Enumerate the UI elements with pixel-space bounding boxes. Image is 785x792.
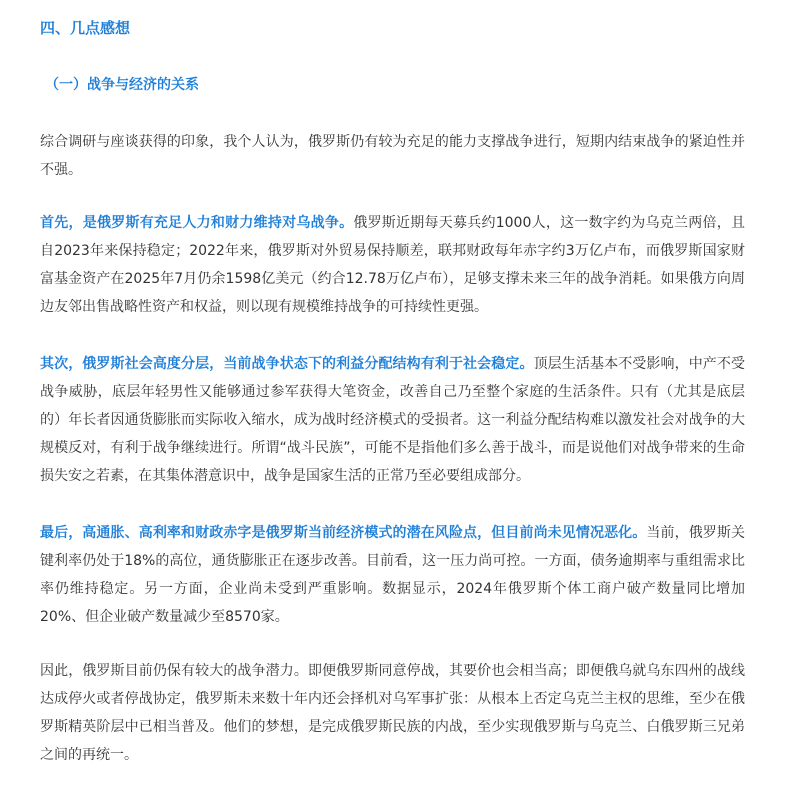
paragraph-lead: 首先，是俄罗斯有充足人力和财力维持对乌战争。	[40, 215, 354, 231]
paragraph-lead: 最后，高通胀、高利率和财政赤字是俄罗斯当前经济模式的潜在风险点，但目前尚未见情况恶化。	[40, 525, 647, 541]
paragraph-text: 当前，俄罗斯关键利率仍处于18%的高位，通货膨胀正在逐步改善。目前看，这一压力尚可控。一方面，债务逾期率与重组需求比率仍维持稳定。另一方面，企业尚未受到严重影响。数据显示，2024年俄罗斯个体工商户破产数量同比增加20%、但企业破产数量减少至8570家。	[40, 525, 746, 625]
paragraph-summary	[40, 128, 745, 184]
paragraph-third-point	[40, 519, 745, 631]
paragraph-text: 俄罗斯近期每天募兵约1000人，这一数字约为乌克兰两倍，且自2023年来保持稳定；2022年来，俄罗斯对外贸易保持顺差，联邦财政每年赤字约3万亿卢布，而俄罗斯国家财富基金资产在2025年7月仍余1598亿美元（约合12.78万亿卢布），足够支撑未来三年的战争消耗。如果俄方向周边友邻出售战略性资产和权益，则以现有规模维持战争的可持续性更强。	[40, 215, 745, 315]
paragraph-text: 顶层生活基本不受影响，中产不受战争威胁，底层年轻男性又能够通过参军获得大笔资金，改善自己乃至整个家庭的生活条件。只有（尤其是底层的）年长者因通货膨胀而实际收入缩水，成为战时经济模式的受损者。这一利益分配结构难以激发社会对战争的大规模反对，有利于战争继续进行。所谓“战斗民族”，可能不是指他们多么善于战斗，而是说他们对战争带来的生命损失安之若素，在其集体潜意识中，战争是国家生活的正常乃至必要组成部分。	[40, 356, 746, 484]
subsection-title: （一）战争与经济的关系	[45, 77, 199, 93]
paragraph-text: 综合调研与座谈获得的印象，我个人认为，俄罗斯仍有较为充足的能力支撑战争进行，短期内结束战争的紧迫性并不强。	[40, 134, 745, 178]
paragraph-text: 因此，俄罗斯目前仍保有较大的战争潜力。即便俄罗斯同意停战，其要价也会相当高；即便俄乌就乌东四州的战线达成停火或者停战协定，俄罗斯未来数十年内还会择机对乌军事扩张：从根本上否定乌克兰主权的思维，至少在俄罗斯精英阶层中已相当普及。他们的梦想，是完成俄罗斯民族的内战，至少实现俄罗斯与乌克兰、白俄罗斯三兄弟之间的再统一。	[40, 663, 745, 763]
paragraph-lead: 其次，俄罗斯社会高度分层，当前战争状态下的利益分配结构有利于社会稳定。	[40, 356, 534, 372]
paragraph-conclusion	[40, 657, 745, 769]
paragraph-second-point	[40, 350, 745, 490]
paragraph-first-point	[40, 209, 745, 321]
section-title: 四、几点感想	[40, 19, 131, 37]
